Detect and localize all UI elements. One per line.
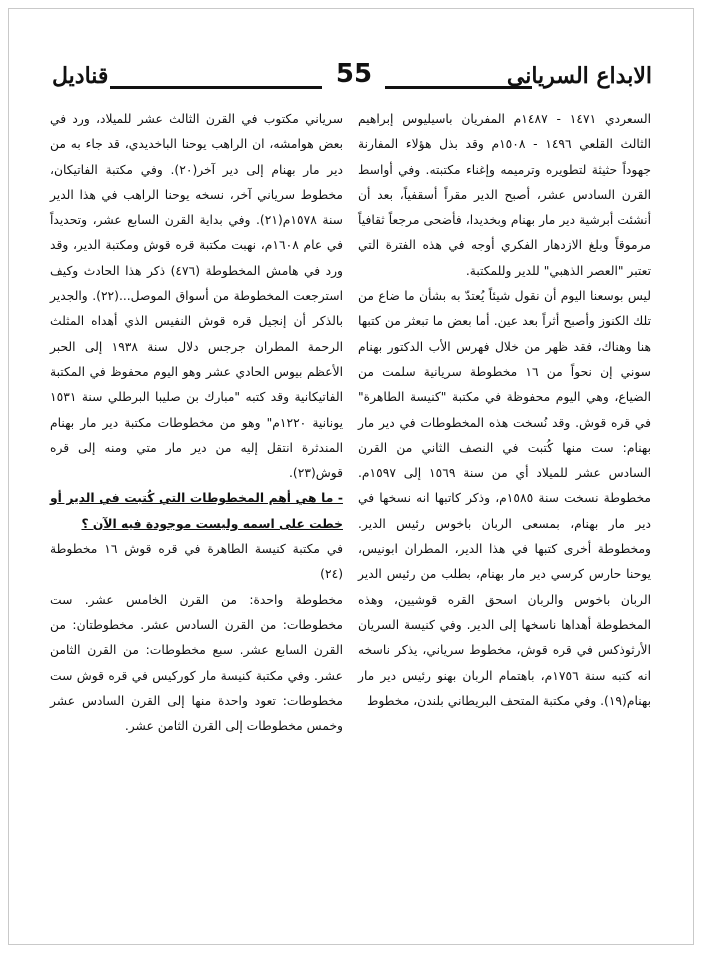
paragraph: في مكتبة كنيسة الطاهرة في قره قوش ١٦ مخطوطة (٢٤) <box>50 542 343 582</box>
paragraph: مخطوطة واحدة: من القرن الخامس عشر. ست مخطوطات: من القرن السادس عشر. مخطوطتان: من القرن السابع عشر. سبع مخطوطات: من القرن الثامن عشر. وفي مكتبة كنيسة مار كوركيس في قره قوش ست مخطوطات: تعود واحدة منها إلى القرن السادس عشر وخمس مخطوطات إلى القرن الثامن عشر. <box>50 592 343 734</box>
page-header <box>52 56 652 96</box>
paragraph: سرياني مكتوب في القرن الثالث عشر للميلاد، ورد في بعض هوامشه، ان الراهب يوحنا الباخديدي، قد جاء به من دير مار بهنام إلى دير آخر(٢٠). وفي مكتبة الفاتيكان، مخطوط سرياني آخر، نسخه يوحنا الراهب في هذا الدير سنة ١٥٧٨م(٢١). وفي بداية القرن السابع عشر، وتحديداً في عام ١٦٠٨م، نهبت مكتبة قره قوش ومكتبة الدير، وقد ورد في هامش المخطوطة (٤٧٦) ذكر هذا الحادث وكيف استرجعت المخطوطة من أسواق الموصل...(٢٢). والجدير بالذكر أن إنجيل قره قوش النفيس الذي أهداه المثلث الرحمة المطران جرجس دلال سنة ١٩٣٨ إلى الحبر الأعظم بيوس الحادي عشر وهو اليوم محفوظ في المكتبة الفاتيكانية وقد كتبه "مبارك بن صليبا البرطلي سنة ١٥٣١ يونانية ١٢٢٠م" وهو من مخطوطات مكتبة دير مار بهنام المندثرة انتقل إليه من دير مار متي ومنه إلى قره قوش(٢٣). <box>50 112 343 481</box>
paragraph: ليس بوسعنا اليوم أن نقول شيئاً يُعتدّ به بشأن ما ضاع من تلك الكنوز وأصبح أثراً بعد عين. أما بعض ما تبعثر من كتبها هنا وهناك، فقد ظهر من خلال فهرس الأب الدكتور بهنام سوني إن نحواً من ١٦ مخطوطة سريانية سلمت من الضياع، وهي اليوم محفوظة في مكتبة "كنيسة الطاهرة" في قره قوش. وقد نُسخت هذه المخطوطات في دير مار بهنام: ست منها كُتبت في النصف الثاني من القرن السادس عشر للميلاد أي من سنة ١٥٦٩ إلى ١٥٩٧م. مخطوطة نسخت سنة ١٥٨٥م، وذكر كاتبها انه نسخها في دير مار بهنام، بمسعى الربان باخوس رئيس الدير. ومخطوطة أخرى كتبها في هذا الدير، المطران ابونيس، يوحنا حارس كرسي دير مار بهنام، بطلب من رئيس الدير الربان باخوس والربان اسحق القره قوشيين، وهذه المخطوطة أهداها ناسخها إلى الدير. وفي كنيسة السريان الأرثوذكس في قره قوش، مخطوط سرياني، يذكر ناسخه انه كتبه سنة ١٧٥٦م، باهتمام الربان بهنو رئيس دير مار بهنام(١٩). وفي مكتبة المتحف البريطاني بلندن، مخطوط <box>358 289 651 708</box>
paragraph: السعردي ١٤٧١ - ١٤٨٧م المفريان باسيليوس إبراهيم الثالث القلعي ١٤٩٦ - ١٥٠٨م وقد بذل هؤلاء المفارنة جهوداً حثيثة لتطويره وترميمه وإغناء مكتبته. وفي أواسط القرن السادس عشر، أصبح الدير مقراً أسقفياً، بعد أن أنشئت أبرشية دير مار بهنام وبخديدا، فأضحى مرجعاً ثقافياً مرموقاً وبلغ الازدهار الفكري أوجه في هذه الفترة التي تعتبر "العصر الذهبي" للدير وللمكتبة. <box>358 112 651 278</box>
header-rule-left <box>110 86 322 89</box>
magazine-title: الابداع السرياني <box>506 63 652 89</box>
left-column <box>50 107 343 739</box>
right-column <box>358 107 651 714</box>
section-title: قناديل <box>52 63 109 89</box>
question-heading: - ما هي أهم المخطوطات التي كُتبت في الدير أو خطت على اسمه وليست موجودة فيه الآن ؟ <box>50 491 343 531</box>
page-number: 55 <box>335 59 373 89</box>
